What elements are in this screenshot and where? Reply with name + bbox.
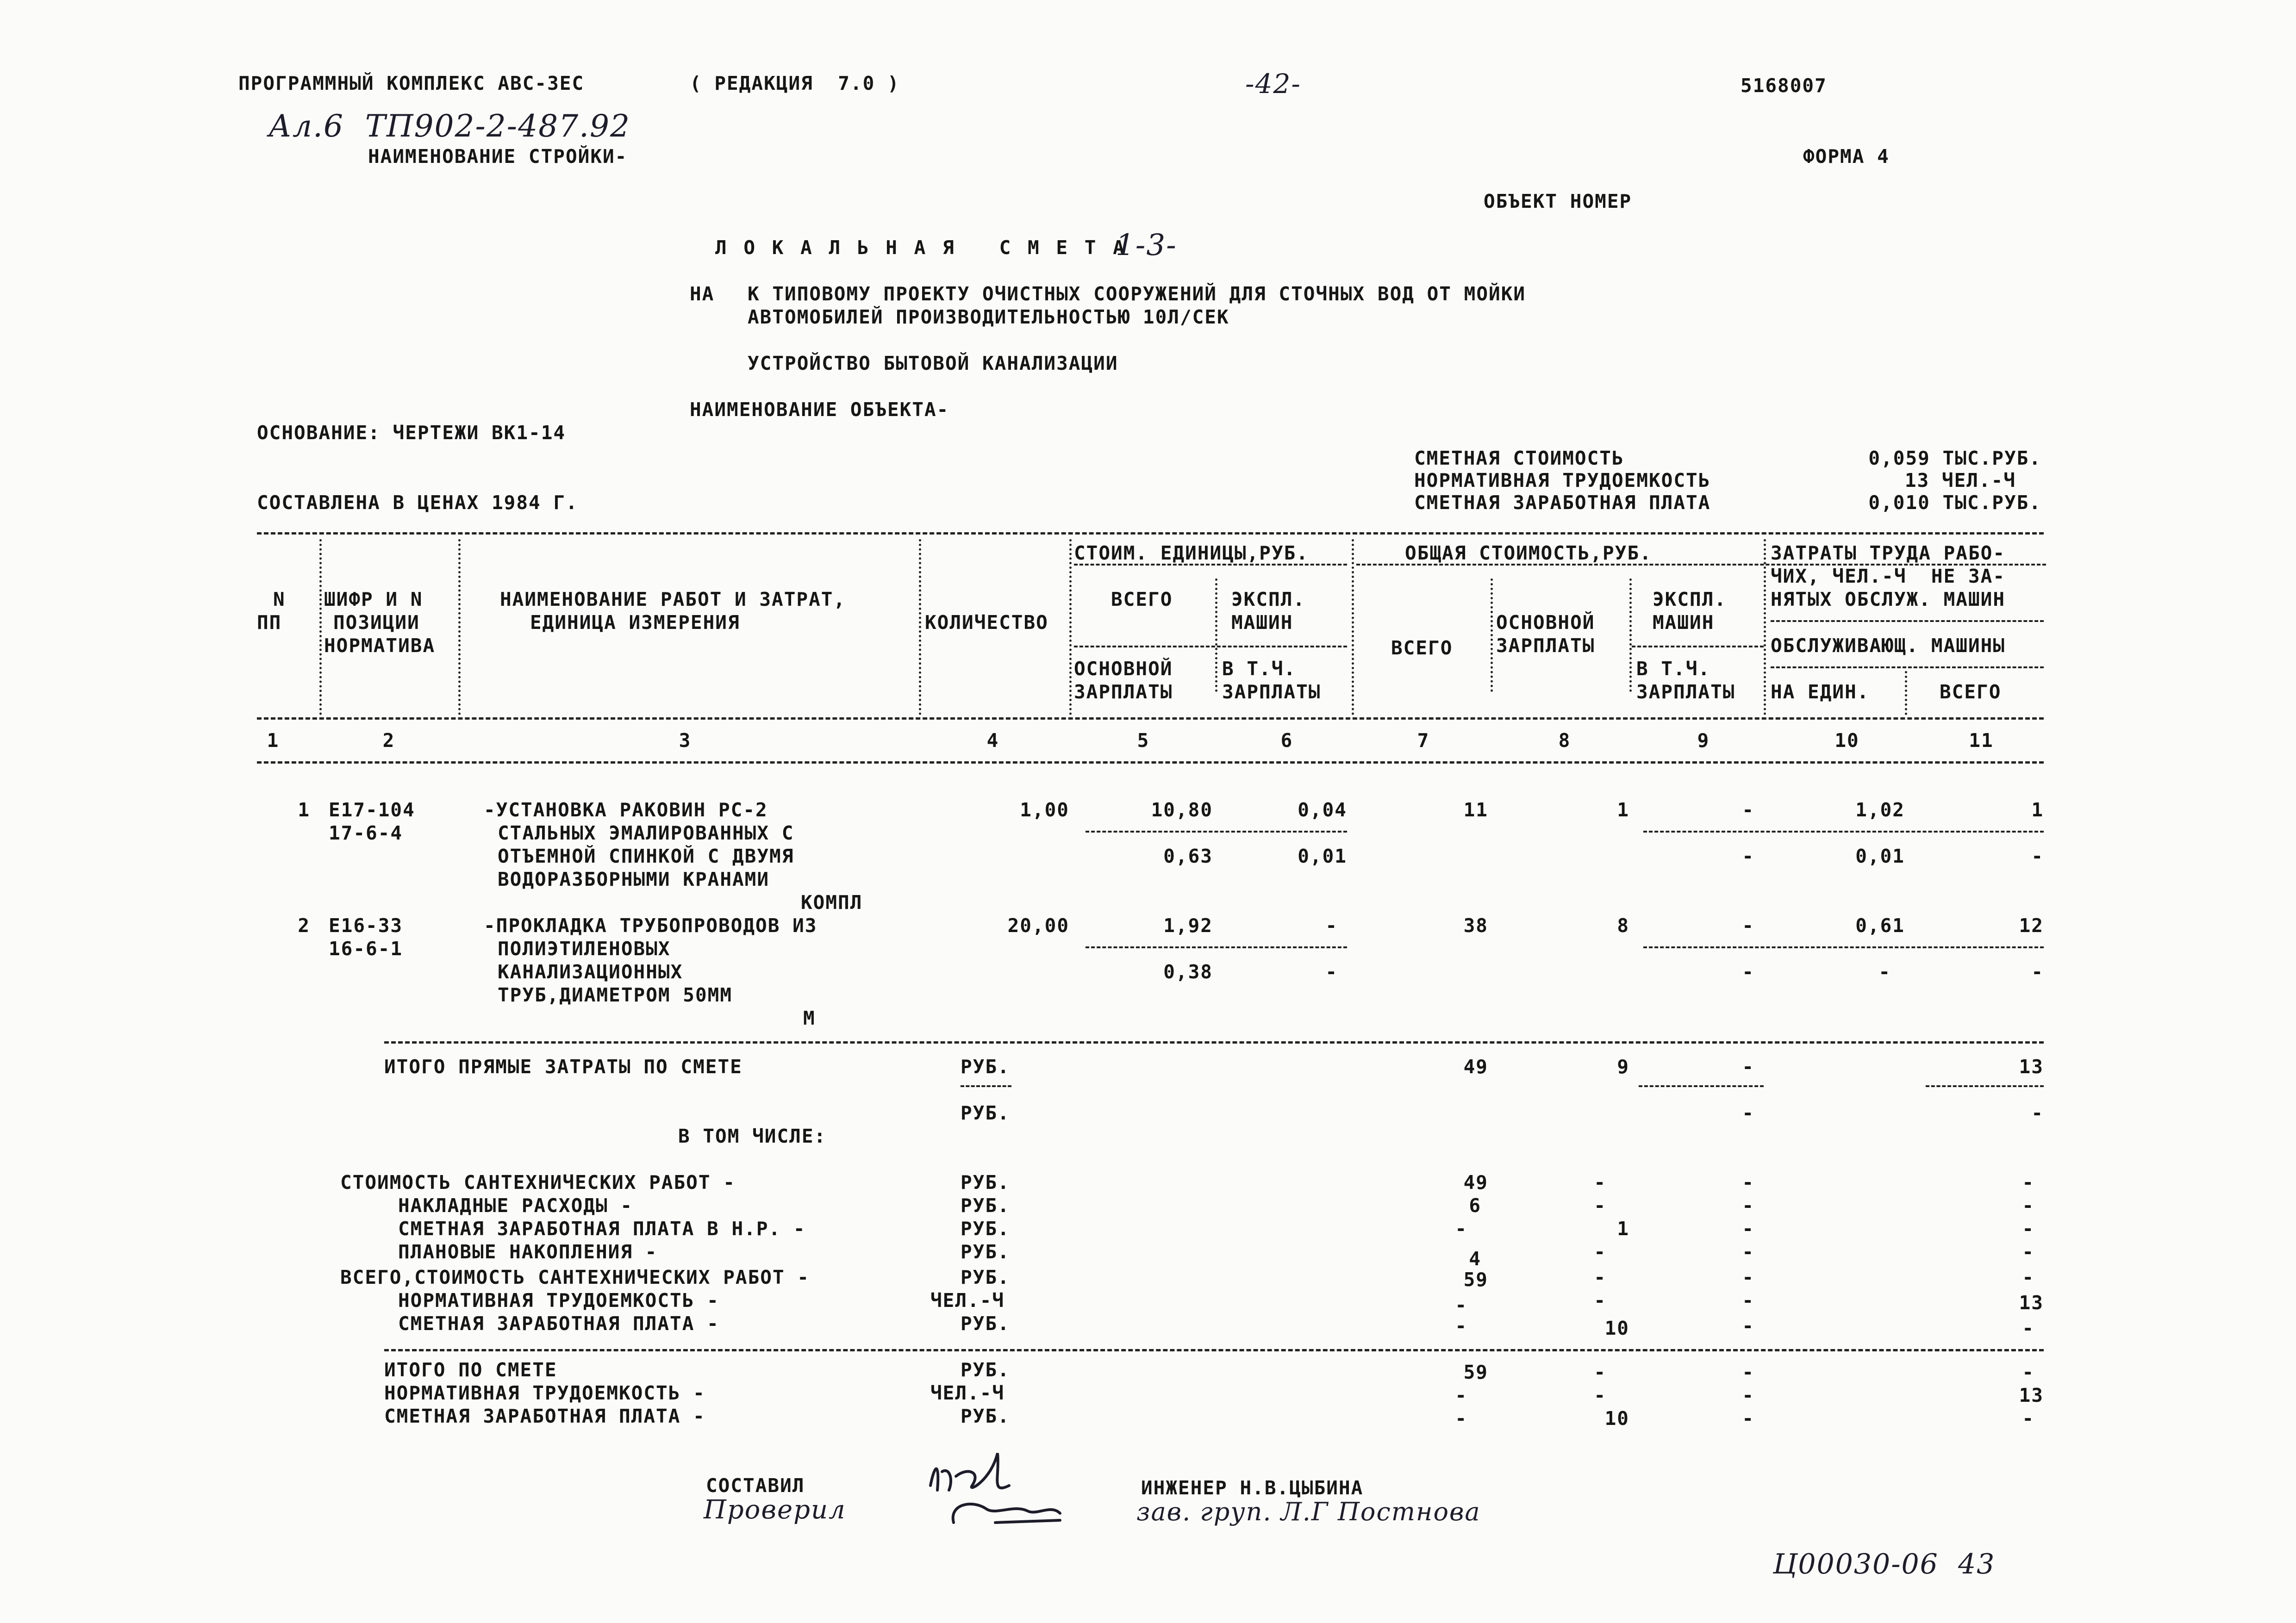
breakdown-total: - bbox=[1455, 1315, 1467, 1337]
header-rule bbox=[1074, 646, 1347, 647]
item-2-serv-total: - bbox=[2031, 961, 2044, 983]
direct-costs-total: 49 bbox=[1463, 1056, 1488, 1078]
breakdown-total: - bbox=[1455, 1218, 1467, 1240]
breakdown-total: 4 bbox=[1469, 1248, 1481, 1270]
item-1-serv-total: - bbox=[2031, 845, 2044, 867]
construction-name-label: НАИМЕНОВАНИЕ СТРОЙКИ- bbox=[368, 145, 628, 168]
breakdown-wage: 10 bbox=[1604, 1317, 1629, 1339]
col-divider bbox=[1352, 539, 1354, 715]
breakdown-mach: - bbox=[1742, 1315, 1754, 1337]
breakdown-label: НОРМАТИВНАЯ ТРУДОЕМКОСТЬ - bbox=[398, 1289, 719, 1312]
item-1-name-2: СТАЛЬНЫХ ЭМАЛИРОВАННЫХ С bbox=[498, 822, 794, 844]
breakdown-mach: - bbox=[1742, 1241, 1754, 1263]
item-2-subcode: 16-6-1 bbox=[329, 938, 403, 960]
breakdown-labor: - bbox=[2022, 1317, 2034, 1339]
final-total: - bbox=[1455, 1384, 1467, 1406]
breakdown-mach: - bbox=[1742, 1218, 1754, 1240]
final-unit: РУБ. bbox=[961, 1405, 1010, 1427]
item-2-labor-total: 12 bbox=[2019, 914, 2044, 937]
breakdown-wage: - bbox=[1594, 1289, 1606, 1312]
breakdown-unit: РУБ. bbox=[961, 1171, 1010, 1194]
col-number: 5 bbox=[1137, 729, 1150, 752]
price-basis: СОСТАВЛЕНА В ЦЕНАХ 1984 Г. bbox=[257, 491, 578, 514]
header-col2-b: ПОЗИЦИИ bbox=[333, 611, 420, 634]
item-1-unit: КОМПЛ bbox=[801, 891, 863, 914]
col-number: 11 bbox=[1969, 729, 1994, 752]
item-1-unit-incl: 0,01 bbox=[1298, 845, 1347, 867]
item-2-labor-unit: 0,61 bbox=[1855, 914, 1905, 937]
breakdown-labor: - bbox=[2022, 1241, 2034, 1263]
col-divider bbox=[1491, 578, 1493, 692]
item-1-unit-mach: 0,04 bbox=[1298, 799, 1347, 821]
item-1-rule bbox=[1643, 831, 2044, 833]
col-number: 7 bbox=[1417, 729, 1430, 752]
header-labor-2: ЧИХ, ЧЕЛ.-Ч НЕ ЗА- bbox=[1771, 565, 2005, 587]
summary-cost-value: 0,059 ТЫС.РУБ. bbox=[1868, 447, 2041, 469]
item-2-total-wage: 8 bbox=[1617, 914, 1629, 937]
summary-wage-value: 0,010 ТЫС.РУБ. bbox=[1868, 491, 2041, 514]
breakdown-labor: 13 bbox=[2019, 1292, 2044, 1314]
object-number-label: ОБЪЕКТ НОМЕР bbox=[1484, 190, 1632, 212]
document-title: Л О К А Л Ь Н А Я С М Е Т А bbox=[715, 236, 1127, 259]
header-total-all: ВСЕГО bbox=[1391, 637, 1453, 659]
item-2-unit-mach: - bbox=[1325, 914, 1338, 937]
item-2-serv-unit: - bbox=[1878, 961, 1891, 983]
direct-rule bbox=[1926, 1085, 2044, 1087]
summary-labor-value: 13 ЧЕЛ.-Ч bbox=[1904, 469, 2016, 491]
header-col1-a: N bbox=[273, 588, 286, 610]
final-wage: - bbox=[1594, 1361, 1606, 1383]
direct-costs-label: ИТОГО ПРЯМЫЕ ЗАТРАТЫ ПО СМЕТЕ bbox=[384, 1056, 742, 1078]
header-col2-a: ШИФР И N bbox=[324, 588, 423, 610]
breakdown-label: СМЕТНАЯ ЗАРАБОТНАЯ ПЛАТА - bbox=[398, 1312, 719, 1335]
item-1-unit-wage: 0,63 bbox=[1163, 845, 1213, 867]
header-unit-mach-a: ЭКСПЛ. bbox=[1231, 588, 1306, 610]
item-1-total-incl: - bbox=[1742, 845, 1754, 867]
final-wage: 10 bbox=[1604, 1407, 1629, 1430]
col-number: 1 bbox=[267, 729, 280, 752]
basis: ОСНОВАНИЕ: ЧЕРТЕЖИ ВК1-14 bbox=[257, 422, 566, 444]
item-2-number: 2 bbox=[298, 914, 310, 937]
direct-costs-unit: РУБ. bbox=[961, 1056, 1010, 1078]
breakdown-mach: - bbox=[1742, 1171, 1754, 1194]
final-wage: - bbox=[1594, 1384, 1606, 1406]
final-label: ИТОГО ПО СМЕТЕ bbox=[384, 1359, 557, 1381]
final-total: - bbox=[1455, 1407, 1467, 1430]
breakdown-mach: - bbox=[1742, 1194, 1754, 1217]
header-rule bbox=[1771, 620, 2044, 622]
final-label: СМЕТНАЯ ЗАРАБОТНАЯ ПЛАТА - bbox=[384, 1405, 705, 1427]
direct-costs-mach: - bbox=[1742, 1056, 1754, 1078]
item-1-name-4: ВОДОРАЗБОРНЫМИ КРАНАМИ bbox=[498, 868, 770, 890]
breakdown-labor: - bbox=[2022, 1266, 2034, 1288]
breakdown-unit: ЧЕЛ.-Ч bbox=[930, 1289, 1005, 1312]
breakdown-label: ВСЕГО,СТОИМОСТЬ САНТЕХНИЧЕСКИХ РАБОТ - bbox=[340, 1266, 810, 1288]
col-number: 4 bbox=[986, 729, 999, 752]
item-2-total-mach: - bbox=[1742, 914, 1754, 937]
breakdown-mach: - bbox=[1742, 1289, 1754, 1312]
signature-icon bbox=[921, 1435, 1139, 1541]
header-col2-c: НОРМАТИВА bbox=[324, 634, 436, 657]
header-col1-b: ПП bbox=[257, 611, 282, 634]
breakdown-unit: РУБ. bbox=[961, 1312, 1010, 1335]
breakdown-wage: - bbox=[1594, 1171, 1606, 1194]
item-1-code: Е17-104 bbox=[329, 799, 415, 821]
breakdown-mach: - bbox=[1742, 1266, 1754, 1288]
col-divider bbox=[458, 539, 461, 715]
header-labor-1: ЗАТРАТЫ ТРУДА РАБО- bbox=[1771, 542, 2005, 564]
col-number: 6 bbox=[1280, 729, 1293, 752]
checker-name: зав. груп. Л.Г Постнова bbox=[1136, 1497, 1481, 1526]
breakdown-unit: РУБ. bbox=[961, 1194, 1010, 1217]
header-unit-wage-b: ЗАРПЛАТЫ bbox=[1074, 681, 1173, 703]
header-total-cost: ОБЩАЯ СТОИМОСТЬ,РУБ. bbox=[1405, 542, 1652, 564]
on-label: НА bbox=[690, 283, 715, 305]
summary-wage-label: СМЕТНАЯ ЗАРАБОТНАЯ ПЛАТА bbox=[1414, 491, 1711, 514]
header-labor-total: ВСЕГО bbox=[1940, 681, 2002, 703]
table-top-rule bbox=[257, 532, 2044, 535]
breakdown-label: СМЕТНАЯ ЗАРАБОТНАЯ ПЛАТА В Н.Р. - bbox=[398, 1218, 806, 1240]
compiled-by-label: СОСТАВИЛ bbox=[706, 1474, 805, 1497]
archive-stamp: Ц00030-06 43 bbox=[1773, 1548, 1996, 1580]
col-divider bbox=[1629, 578, 1632, 692]
breakdown-labor: - bbox=[2022, 1194, 2034, 1217]
col-divider bbox=[319, 539, 322, 715]
item-2-name-4: ТРУБ,ДИАМЕТРОМ 50ММ bbox=[498, 984, 732, 1006]
header-total-mach-a: ЭКСПЛ. bbox=[1653, 588, 1727, 610]
direct-costs-unit-2: РУБ. bbox=[961, 1102, 1010, 1124]
header-col3-b: ЕДИНИЦА ИЗМЕРЕНИЯ bbox=[530, 611, 740, 634]
direct-rule bbox=[1639, 1085, 1764, 1087]
object-name-label: НАИМЕНОВАНИЕ ОБЪЕКТА- bbox=[690, 398, 949, 421]
item-1-total-wage: 1 bbox=[1617, 799, 1629, 821]
breakdown-label: ПЛАНОВЫЕ НАКОПЛЕНИЯ - bbox=[398, 1241, 658, 1263]
header-total-incl-a: В Т.Ч. bbox=[1636, 658, 1711, 680]
header-unit-mach-b: МАШИН bbox=[1231, 611, 1293, 634]
item-2-quantity: 20,00 bbox=[1007, 914, 1069, 937]
item-2-unit-total: 1,92 bbox=[1163, 914, 1213, 937]
header-total-wage-b: ЗАРПЛАТЫ bbox=[1496, 634, 1595, 657]
breakdown-unit: РУБ. bbox=[961, 1266, 1010, 1288]
items-bottom-rule bbox=[384, 1041, 2044, 1044]
item-1-labor-total: 1 bbox=[2031, 799, 2044, 821]
final-unit: РУБ. bbox=[961, 1359, 1010, 1381]
item-1-total: 11 bbox=[1463, 799, 1488, 821]
subject-line-1: К ТИПОВОМУ ПРОЕКТУ ОЧИСТНЫХ СООРУЖЕНИЙ ДЛЯ СТОЧНЫХ ВОД ОТ МОЙКИ bbox=[748, 283, 1526, 305]
item-1-name-1: -УСТАНОВКА РАКОВИН РС-2 bbox=[484, 799, 768, 821]
item-1-labor-unit: 1,02 bbox=[1855, 799, 1905, 821]
direct-costs-incl: - bbox=[1742, 1102, 1754, 1124]
col-divider bbox=[1764, 539, 1766, 715]
work-title: УСТРОЙСТВО БЫТОВОЙ КАНАЛИЗАЦИИ bbox=[748, 352, 1118, 374]
item-2-name-3: КАНАЛИЗАЦИОННЫХ bbox=[498, 961, 683, 983]
header-rule bbox=[1632, 646, 1764, 647]
col-divider bbox=[1905, 671, 1907, 715]
col-number: 2 bbox=[382, 729, 395, 752]
col-number: 8 bbox=[1558, 729, 1571, 752]
item-1-unit-total: 10,80 bbox=[1151, 799, 1213, 821]
breakdown-total: 59 bbox=[1463, 1269, 1488, 1291]
direct-costs-labor-2: - bbox=[2031, 1102, 2044, 1124]
item-2-total-incl: - bbox=[1742, 961, 1754, 983]
header-unit-incl-b: ЗАРПЛАТЫ bbox=[1222, 681, 1321, 703]
breakdown-unit: РУБ. bbox=[961, 1218, 1010, 1240]
item-2-name-1: -ПРОКЛАДКА ТРУБОПРОВОДОВ ИЗ bbox=[484, 914, 817, 937]
final-labor: - bbox=[2022, 1407, 2034, 1430]
header-unit-wage-a: ОСНОВНОЙ bbox=[1074, 658, 1173, 680]
item-1-name-3: ОТЪЕМНОЙ СПИНКОЙ С ДВУМЯ bbox=[498, 845, 794, 867]
item-2-rule bbox=[1643, 946, 2044, 948]
item-2-unit-wage: 0,38 bbox=[1163, 961, 1213, 983]
item-2-unit-incl: - bbox=[1325, 961, 1338, 983]
final-mach: - bbox=[1742, 1384, 1754, 1406]
header-col3-a: НАИМЕНОВАНИЕ РАБОТ И ЗАТРАТ, bbox=[500, 588, 846, 610]
breakdown-unit: РУБ. bbox=[961, 1241, 1010, 1263]
header-rule bbox=[1074, 564, 1347, 566]
summary-labor-label: НОРМАТИВНАЯ ТРУДОЕМКОСТЬ bbox=[1414, 469, 1711, 491]
direct-costs-labor: 13 bbox=[2019, 1056, 2044, 1078]
item-1-serv-unit: 0,01 bbox=[1855, 845, 1905, 867]
item-2-code: Е16-33 bbox=[329, 914, 403, 937]
subject-line-2: АВТОМОБИЛЕЙ ПРОИЗВОДИТЕЛЬНОСТЬЮ 10Л/СЕК bbox=[748, 306, 1229, 328]
form-number: ФОРМА 4 bbox=[1803, 145, 1890, 168]
header-total-mach-b: МАШИН bbox=[1653, 611, 1715, 634]
breakdown-total: - bbox=[1455, 1294, 1467, 1316]
page-number: -42- bbox=[1245, 68, 1301, 99]
item-1-number: 1 bbox=[298, 799, 310, 821]
including-label: В ТОМ ЧИСЛЕ: bbox=[678, 1125, 827, 1147]
handwritten-reference: Ал.6 ТП902-2-487.92 bbox=[268, 108, 631, 144]
breakdown-labor: - bbox=[2022, 1171, 2034, 1194]
header-unit-total: ВСЕГО bbox=[1111, 588, 1173, 610]
final-labor: 13 bbox=[2019, 1384, 2044, 1406]
item-1-rule bbox=[1086, 831, 1347, 833]
breakdown-wage: - bbox=[1594, 1266, 1606, 1288]
col-divider bbox=[1215, 578, 1217, 692]
final-labor: - bbox=[2022, 1361, 2034, 1383]
final-label: НОРМАТИВНАЯ ТРУДОЕМКОСТЬ - bbox=[384, 1382, 705, 1404]
final-mach: - bbox=[1742, 1407, 1754, 1430]
numbers-bottom-rule bbox=[257, 761, 2044, 764]
header-labor-serv: ОБСЛУЖИВАЮЩ. МАШИНЫ bbox=[1771, 634, 2005, 657]
item-1-subcode: 17-6-4 bbox=[329, 822, 403, 844]
header-labor-unit: НА ЕДИН. bbox=[1771, 681, 1870, 703]
breakdown-total: 6 bbox=[1469, 1194, 1481, 1217]
header-rule bbox=[1356, 564, 2046, 566]
col-number: 3 bbox=[679, 729, 692, 752]
final-unit: ЧЕЛ.-Ч bbox=[930, 1382, 1005, 1404]
col-number: 9 bbox=[1697, 729, 1710, 752]
breakdown-labor: - bbox=[2022, 1218, 2034, 1240]
direct-costs-wage: 9 bbox=[1617, 1056, 1629, 1078]
item-2-unit: М bbox=[803, 1007, 816, 1029]
edition: ( РЕДАКЦИЯ 7.0 ) bbox=[690, 72, 900, 94]
header-quantity: КОЛИЧЕСТВО bbox=[925, 611, 1048, 634]
breakdown-total: 49 bbox=[1463, 1171, 1488, 1194]
document-code: 5168007 bbox=[1741, 75, 1827, 97]
final-total: 59 bbox=[1463, 1361, 1488, 1383]
header-total-incl-b: ЗАРПЛАТЫ bbox=[1636, 681, 1735, 703]
col-number: 10 bbox=[1834, 729, 1859, 752]
col-divider bbox=[919, 539, 921, 715]
item-1-total-mach: - bbox=[1742, 799, 1754, 821]
header-bottom-rule bbox=[257, 717, 2044, 720]
breakdown-wage: - bbox=[1594, 1194, 1606, 1217]
breakdown-wage: 1 bbox=[1617, 1218, 1629, 1240]
breakdown-label: СТОИМОСТЬ САНТЕХНИЧЕСКИХ РАБОТ - bbox=[340, 1171, 736, 1194]
summary-cost-label: СМЕТНАЯ СТОИМОСТЬ bbox=[1414, 447, 1624, 469]
header-unit-cost: СТОИМ. ЕДИНИЦЫ,РУБ. bbox=[1074, 542, 1309, 564]
direct-rule bbox=[961, 1085, 1011, 1087]
estimate-number: 1-3- bbox=[1116, 228, 1177, 262]
breakdown-bottom-rule bbox=[384, 1349, 2044, 1351]
item-2-rule bbox=[1086, 946, 1347, 948]
col-divider bbox=[1069, 539, 1072, 715]
breakdown-wage: - bbox=[1594, 1241, 1606, 1263]
compiler-name: ИНЖЕНЕР Н.В.ЦЫБИНА bbox=[1141, 1477, 1364, 1499]
header-labor-3: НЯТЫХ ОБСЛУЖ. МАШИН bbox=[1771, 588, 2005, 610]
final-mach: - bbox=[1742, 1361, 1754, 1383]
header-unit-incl-a: В Т.Ч. bbox=[1222, 658, 1297, 680]
header-rule bbox=[1771, 666, 2044, 668]
item-2-name-2: ПОЛИЭТИЛЕНОВЫХ bbox=[498, 938, 671, 960]
program-name: ПРОГРАММНЫЙ КОМПЛЕКС АВС-3ЕС bbox=[238, 72, 585, 94]
item-1-quantity: 1,00 bbox=[1020, 799, 1069, 821]
header-total-wage-a: ОСНОВНОЙ bbox=[1496, 611, 1595, 634]
item-2-total: 38 bbox=[1463, 914, 1488, 937]
breakdown-label: НАКЛАДНЫЕ РАСХОДЫ - bbox=[398, 1194, 633, 1217]
checked-by-label: Проверил bbox=[704, 1495, 846, 1525]
